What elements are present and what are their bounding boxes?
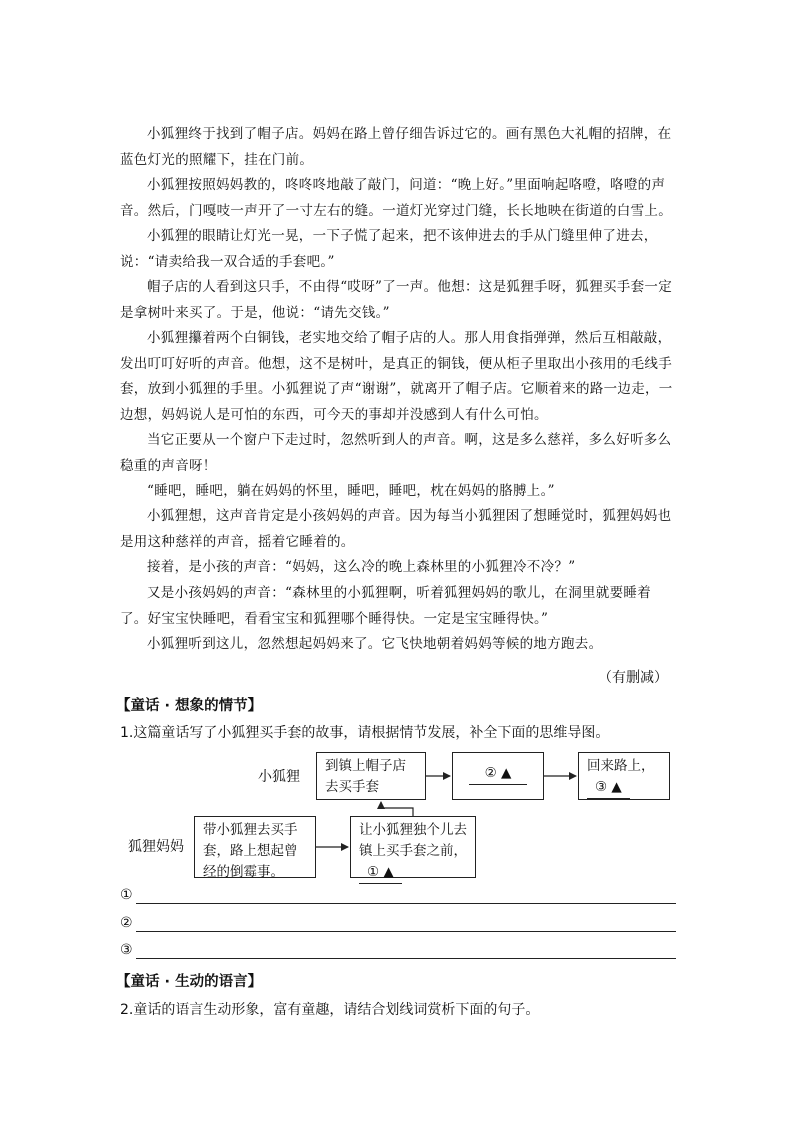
answer-number-2: ② <box>120 915 133 931</box>
blank-2[interactable]: ② ▲ <box>469 763 528 785</box>
answer-number-1: ① <box>120 887 133 903</box>
answer-line-2[interactable] <box>136 931 676 932</box>
answer-row-1[interactable] <box>120 887 676 907</box>
blank-3[interactable]: ③ ▲ <box>587 777 630 799</box>
story-paragraph-11: 小狐狸听到这儿，忽然想起妈妈来了。它飞快地朝着妈妈等候的地方跑去。 <box>147 636 603 652</box>
answer-line-1[interactable] <box>136 903 676 904</box>
story-paragraph-4: 帽子店的人看到这只手，不由得“哎呀”了一声。他想：这是狐狸手呀，狐狸买手套一定是拿树叶来买了。于是，他说：“请先交钱。” <box>120 279 673 321</box>
label-fox-mother: 狐狸妈妈 <box>128 839 184 855</box>
story-paragraph-2: 小狐狸按照妈妈教的，咚咚咚地敲了敲门，问道：“晚上好。”里面响起咯噔，咯噔的声音。然后，门嘎吱一声开了一寸左右的缝。一道灯光穿过门缝，长长地映在街道的白雪上。 <box>120 177 672 219</box>
arrow-alone-to-shop <box>381 802 413 816</box>
blank-1[interactable]: ① ▲ <box>359 862 402 884</box>
story-paragraph-10: 又是小孩妈妈的声音：“森林里的小狐狸啊，听着狐狸妈妈的歌儿，在洞里就要睡着了。好宝宝快睡吧，看看宝宝和狐狸哪个睡得快。一定是宝宝睡得快。” <box>120 585 652 627</box>
answer-row-2[interactable] <box>120 915 676 935</box>
question-1: 1.这篇童话写了小狐狸买手套的故事，请根据情节发展，补全下面的思维导图。 <box>120 725 610 741</box>
story-paragraph-6: 当它正要从一个窗户下走过时，忽然听到人的声音。啊，这是多么慈祥，多么好听多么稳重的声音呀！ <box>120 432 672 474</box>
story-paragraph-5: 小狐狸攥着两个白铜钱，老实地交给了帽子店的人。那人用食指弹弹，然后互相敲敲，发出叮叮好听的声音。他想，这不是树叶，是真正的铜钱，便从柜子里取出小孩用的毛线手套，放到小狐狸的手里。小狐狸说了声“谢谢”，就离开了帽子店。它顺着来的路一边走，一边想，妈妈说人是可怕的东西，可今天的事却并没感到人有什么可怕。 <box>120 330 673 423</box>
story-paragraph-7: “睡吧，睡吧，躺在妈妈的怀里，睡吧，睡吧，枕在妈妈的胳膊上。” <box>147 483 555 499</box>
abridged-note: （有删减） <box>598 670 668 686</box>
story-paragraph-8: 小狐狸想，这声音肯定是小孩妈妈的声音。因为每当小狐狸困了想睡觉时，狐狸妈妈也是用这种慈祥的声音，摇着它睡着的。 <box>120 508 672 550</box>
box-mother-story-text: 带小狐狸去买手套，路上想起曾经的倒霉事。 <box>203 822 298 880</box>
label-little-fox: 小狐狸 <box>258 769 300 785</box>
answer-number-3: ③ <box>120 942 133 958</box>
story-paragraph-9: 接着，是小孩的声音：“妈妈，这么冷的晚上森林里的小狐狸冷不冷？” <box>147 559 576 575</box>
section-heading-plot: 【童话 · 想象的情节】 <box>116 698 263 714</box>
story-paragraph-1: 小狐狸终于找到了帽子店。妈妈在路上曾仔细告诉过它的。画有黑色大礼帽的招牌，在蓝色灯光的照耀下，挂在门前。 <box>120 126 672 168</box>
story-paragraph-3: 小狐狸的眼睛让灯光一晃，一下子慌了起来，把不该伸进去的手从门缝里伸了进去，说：“请卖给我一双合适的手套吧。” <box>120 228 658 270</box>
answer-line-3[interactable] <box>136 958 676 959</box>
section-heading-language: 【童话 · 生动的语言】 <box>116 974 263 990</box>
box-way-back-prefix: 回来路上， <box>587 758 655 774</box>
question-2: 2.童话的语言生动形象，富有童趣，请结合划线词赏析下面的句子。 <box>120 1002 540 1018</box>
answer-row-3[interactable] <box>120 942 676 962</box>
box-before-going-alone-prefix: 让小狐狸独个儿去镇上买手套之前， <box>359 822 467 859</box>
box-go-to-hat-shop-text: 到镇上帽子店去买手套 <box>325 758 406 795</box>
